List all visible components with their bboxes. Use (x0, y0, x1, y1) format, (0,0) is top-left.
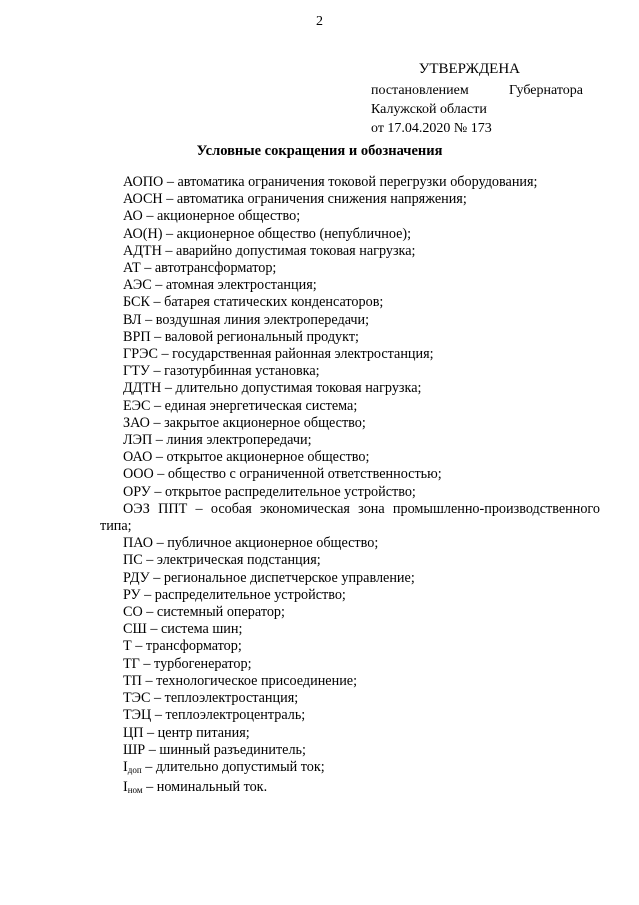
oez-word: экономическая (260, 500, 350, 517)
oez-word: особая (210, 500, 252, 517)
abbreviation-item: СШ – система шин; (123, 621, 243, 638)
oez-word: ОЭЗ (123, 500, 150, 517)
approval-line-2: Калужской области (371, 102, 487, 117)
abbreviation-item-wrapped (100, 501, 600, 535)
symbol-subscript: доп (127, 764, 142, 775)
abbreviation-item: ПС – электрическая подстанция; (123, 552, 321, 569)
abbreviation-item: ТП – технологическое присоединение; (123, 672, 358, 689)
symbol-item (100, 759, 600, 779)
abbreviation-item: РДУ – региональное диспетчерское управление; (123, 569, 415, 586)
document-title: Условные сокращения и обозначения (196, 143, 443, 159)
abbreviation-item: ЦП – центр питания; (123, 724, 250, 741)
abbreviation-item: АОПО – автоматика ограничения токовой перегрузки оборудования; (123, 174, 538, 190)
abbreviation-item: ОРУ – открытое распределительное устройство; (123, 483, 416, 500)
abbreviation-item: АЭС – атомная электростанция; (123, 277, 317, 294)
page-number: 2 (316, 14, 323, 29)
oez-word: зона (358, 500, 385, 517)
oez-word: – (195, 500, 203, 517)
abbreviation-item: БСК – батарея статических конденсаторов; (123, 294, 384, 311)
abbreviation-item: ТЭС – теплоэлектростанция; (123, 690, 299, 707)
abbreviation-item: ТЭЦ – теплоэлектроцентраль; (123, 707, 306, 724)
approval-line-1 (371, 81, 583, 100)
approval-stamp: УТВЕРЖДЕНА (418, 61, 520, 77)
abbreviation-item: ООО – общество с ограниченной ответственностью; (123, 466, 442, 483)
abbreviation-item: АТ – автотрансформатор; (123, 260, 277, 277)
approval-block (371, 60, 583, 138)
oez-word: ППТ (158, 500, 188, 517)
abbreviation-item: РУ – распределительное устройство; (123, 586, 346, 603)
abbreviation-item: ПАО – публичное акционерное общество; (123, 535, 379, 552)
abbreviation-item: ДДТН – длительно допустимая токовая нагрузка; (123, 380, 422, 397)
abbreviation-item: АО – акционерное общество; (123, 208, 301, 225)
symbol-item (100, 779, 600, 799)
abbreviation-item: АДТН – аварийно допустимая токовая нагрузка; (123, 242, 416, 259)
abbreviation-item: ЕЭС – единая энергетическая система; (123, 397, 358, 414)
approval-line-3: от 17.04.2020 № 173 (371, 121, 492, 136)
abbreviation-item: ГРЭС – государственная районная электростанция; (123, 346, 434, 363)
abbreviation-item: ЛЭП – линия электропередачи; (123, 432, 312, 449)
abbreviation-item: ВРП – валовой региональный продукт; (123, 328, 359, 345)
abbreviation-item: Т – трансформатор; (123, 638, 242, 655)
abbreviation-item-continuation: типа; (100, 518, 132, 535)
abbreviation-item: АОСН – автоматика ограничения снижения напряжения; (123, 191, 467, 208)
symbol-subscript: ном (127, 785, 143, 796)
abbreviation-item: СО – системный оператор; (123, 604, 285, 621)
abbreviation-item: ВЛ – воздушная линия электропередачи; (123, 311, 370, 328)
symbol-definition: – длительно допустимый ток; (141, 758, 325, 775)
abbreviation-list (100, 174, 600, 799)
symbol-definition: – номинальный ток. (142, 779, 268, 796)
abbreviation-item: ОАО – открытое акционерное общество; (123, 449, 370, 466)
approval-line-1-right: Губернатора (508, 83, 583, 98)
abbreviation-item: ЗАО – закрытое акционерное общество; (123, 414, 366, 431)
oez-word: промышленно-производственного (392, 500, 600, 517)
approval-line-1-left: постановлением (371, 83, 469, 98)
abbreviation-item: АО(Н) – акционерное общество (непубличное); (123, 225, 412, 242)
abbreviation-item: ШР – шинный разъединитель; (123, 741, 306, 758)
abbreviation-item: ГТУ – газотурбинная установка; (123, 363, 320, 380)
abbreviation-item-first-line (123, 501, 600, 518)
abbreviation-item: ТГ – турбогенератор; (123, 655, 252, 672)
symbol-base: I (123, 779, 128, 796)
symbol-base: I (123, 758, 128, 775)
